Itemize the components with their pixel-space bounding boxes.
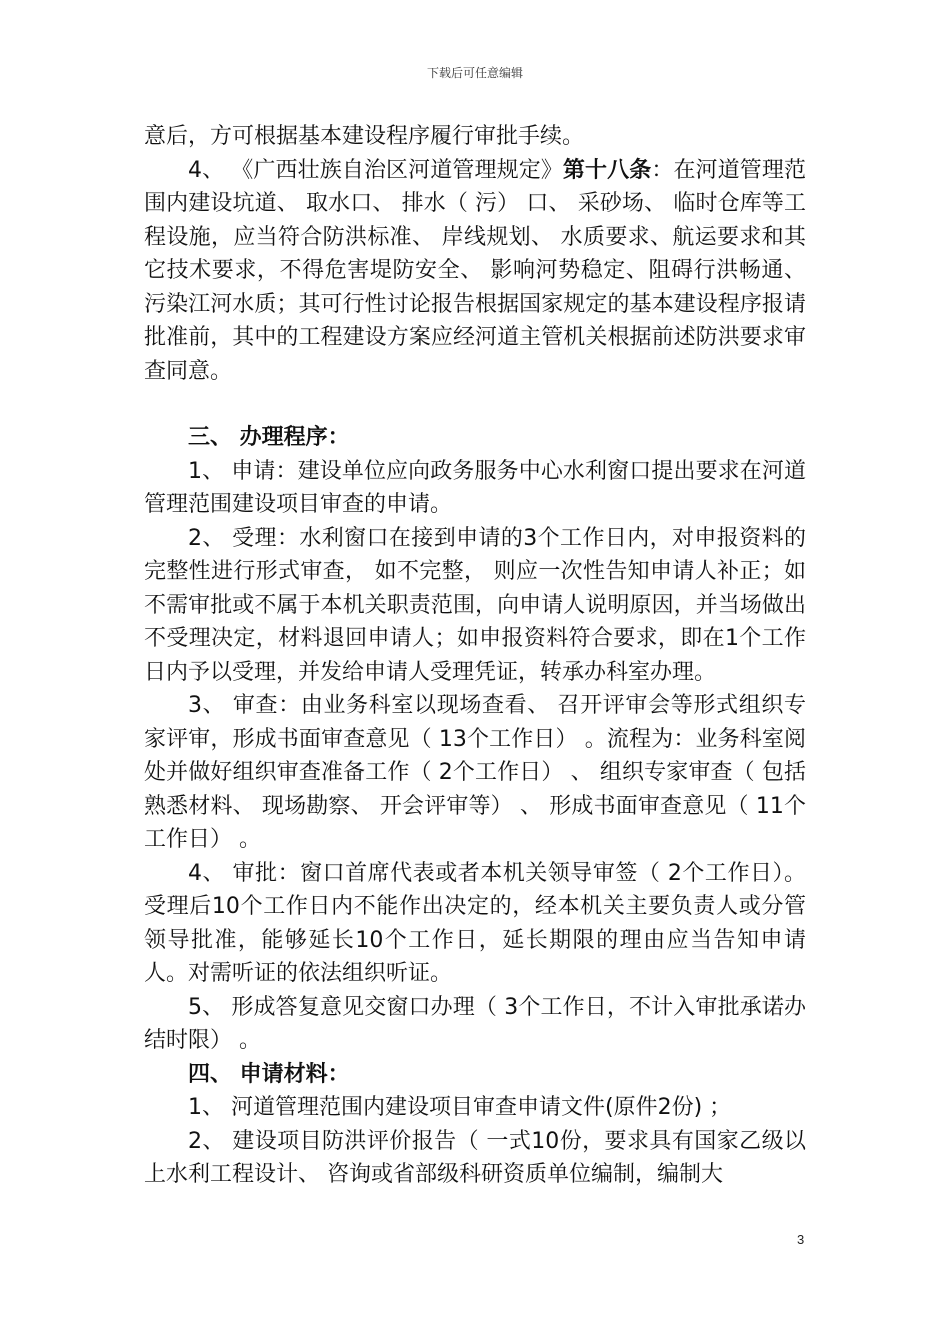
- article-number: 第十八条: [562, 157, 652, 183]
- materials-item-2: 2、 建设项目防洪评价报告（ 一式10份，要求具有国家乙级以上水利工程设计、 咨询或省部级科研资质单位编制，编制大: [144, 1128, 806, 1187]
- section-heading-materials: 四、 申请材料：: [188, 1061, 350, 1087]
- procedure-item-1: 1、 申请：建设单位应向政务服务中心水利窗口提出要求在河道管理范围建设项目审查的申请。: [144, 458, 806, 517]
- section-heading-procedure: 三、 办理程序：: [188, 425, 350, 450]
- regulation-text: ：在河道管理范围内建设坑道、 取水口、 排水（ 污） 口、 采砂场、 临时仓库等工程设施，应当符合防洪标准、 岸线规划、 水质要求、航运要求和其它技术要求，不得危害堤防安全、 影响河势稳定、阻碍行洪畅通、 污染江河水质；其可行性讨论报告根据国家规定的基本建设程序报请批准前，其中的工程建设方案应经河道主管机关根据前述防洪要求审查同意。: [144, 157, 806, 384]
- page-header: 下载后可任意编辑: [426, 66, 523, 80]
- procedure-item-3: 3、 审查：由业务科室以现场查看、 召开评审会等形式组织专家评审，形成书面审查意见（ 13个工作日） 。流程为：业务科室阅处并做好组织审查准备工作（ 2个工作日） 、 组织专家审查（ 包括熟悉材料、 现场勘察、 开会评审等） 、 形成书面审查意见（ 11个工作日） 。: [144, 693, 806, 852]
- page-number: 3: [797, 1232, 805, 1247]
- materials-item-1: 1、 河道管理范围内建设项目审查申请文件(原件2份) ；: [188, 1095, 732, 1120]
- paragraph-continuation: 意后，方可根据基本建设程序履行审批手续。: [144, 124, 585, 149]
- regulation-prefix: 4、 《广西壮族自治区河道管理规定》: [188, 157, 563, 183]
- procedure-item-4: 4、 审批：窗口首席代表或者本机关领导审签（ 2个工作日）。受理后10个工作日内不能作出决定的，经本机关主要负责人或分管领导批准，能够延长10个工作日，延长期限的理由应当告知申请人。对需听证的依法组织听证。: [144, 860, 806, 986]
- procedure-item-5: 5、 形成答复意见交窗口办理（ 3个工作日，不计入审批承诺办结时限） 。: [144, 994, 806, 1053]
- procedure-item-2: 2、 受理：水利窗口在接到申请的3个工作日内，对申报资料的完整性进行形式审查， 如不完整， 则应一次性告知申请人补正；如不需审批或不属于本机关职责范围，向申请人说明原因，并当场做出不受理决定，材料退回申请人；如申报资料符合要求，即在1个工作日内予以受理，并发给申请人受理凭证，转承办科室办理。: [144, 525, 806, 685]
- paragraph-regulation-article: [144, 154, 806, 389]
- document-body: [144, 120, 806, 1192]
